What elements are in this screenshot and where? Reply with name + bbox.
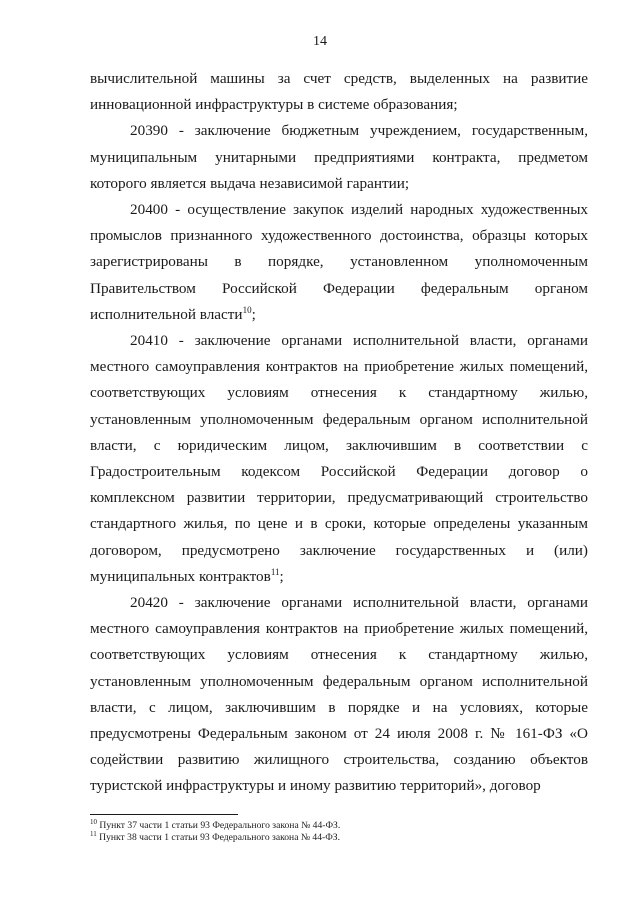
paragraph-20410 <box>90 328 588 590</box>
footnote <box>90 829 588 844</box>
paragraph-text: 20400 - осуществление закупок изделий народных художественных промыслов признанного художественного достоинства, образцы которых зарегистрированы в порядке, установленном уполномоченным Правительством Российской Федерации федеральным органом исполнительной власти <box>90 201 588 323</box>
footnote <box>90 817 588 832</box>
footnote-reference: 11 <box>270 566 280 577</box>
paragraph-continuation: вычислительной машины за счет средств, выделенных на развитие инновационной инфраструктуры в системе образования; <box>90 70 588 114</box>
paragraph-text: 20410 - заключение органами исполнительной власти, органами местного самоуправления контрактов на приобретение жилых помещений, соответствующих условиям отнесения к стандартному жилью, установленным уполномоченным федеральным органом исполнительной власти, с юридическим лицом, заключившим в соответствии с Градостроительным кодексом Российской Федерации договор о комплексном развитии территории, предусматривающий строительство стандартного жилья, по цене и в сроки, которые определены указанным договором, предусмотрено заключение государственных и (или) муниципальных контрактов <box>90 332 588 585</box>
paragraph-20390: 20390 - заключение бюджетным учреждением, государственным, муниципальным унитарными предприятиями контракта, предметом которого является выдача независимой гарантии; <box>90 122 588 192</box>
footnote-reference: 10 <box>242 304 252 315</box>
document-body <box>90 66 588 800</box>
page-number: 14 <box>313 34 327 49</box>
paragraph-20400 <box>90 197 588 328</box>
footnotes <box>90 817 588 844</box>
footnote-mark: 11 <box>90 829 97 838</box>
paragraph-ending: ; <box>279 567 284 585</box>
footnote-text: Пункт 37 части 1 статьи 93 Федерального закона № 44-ФЗ. <box>99 820 341 831</box>
footnote-text: Пункт 38 части 1 статьи 93 Федерального закона № 44-ФЗ. <box>99 832 340 843</box>
footnote-mark: 10 <box>90 817 97 826</box>
paragraph-ending: ; <box>251 305 256 323</box>
footnote-separator <box>90 814 238 815</box>
paragraph-20420: 20420 - заключение органами исполнительной власти, органами местного самоуправления контрактов на приобретение жилых помещений, соответствующих условиям отнесения к стандартному жилью, установленным уполномоченным федеральным органом исполнительной власти, с лицом, заключившим в порядке и на условиях, которые предусмотрены Федеральным законом от 24 июля 2008 г. № 161-ФЗ «О содействии развитию жилищного строительства, созданию объектов туристской инфраструктуры и иному развитию территорий», договор <box>90 594 588 795</box>
